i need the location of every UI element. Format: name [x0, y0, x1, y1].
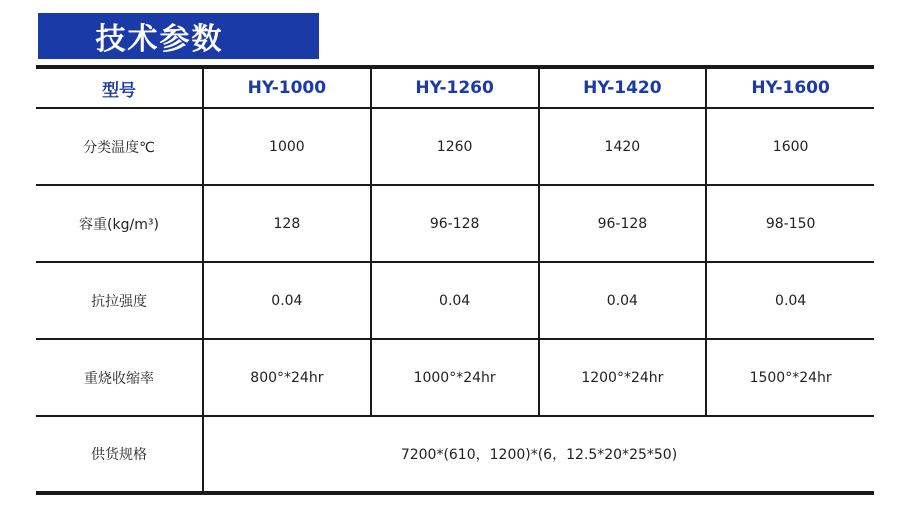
- header-hy-1260: HY-1260: [371, 67, 539, 108]
- table-cell: 0.04: [706, 262, 874, 339]
- table-row-classification-temperature: [36, 108, 874, 185]
- table-cell: 1420: [539, 108, 707, 185]
- table-cell: 0.04: [203, 262, 371, 339]
- table-cell: 1200°*24hr: [539, 339, 707, 416]
- table-cell: 1000°*24hr: [371, 339, 539, 416]
- table-row-supply-spec: [36, 416, 874, 493]
- table-row-shrinkage: [36, 339, 874, 416]
- table-row-tensile-strength: [36, 262, 874, 339]
- header-model-label: 型号: [36, 67, 203, 108]
- table-cell: 96-128: [539, 185, 707, 262]
- table-cell: 0.04: [371, 262, 539, 339]
- table-cell: 800°*24hr: [203, 339, 371, 416]
- table-cell: 1260: [371, 108, 539, 185]
- row-label: 容重(kg/m³): [36, 185, 203, 262]
- table-cell: 0.04: [539, 262, 707, 339]
- table-cell: 1500°*24hr: [706, 339, 874, 416]
- table-cell: 98-150: [706, 185, 874, 262]
- row-label: 供货规格: [36, 416, 203, 493]
- table-cell: 1000: [203, 108, 371, 185]
- row-label: 抗拉强度: [36, 262, 203, 339]
- row-label: 分类温度℃: [36, 108, 203, 185]
- section-title: 技术参数: [95, 22, 224, 57]
- header-hy-1420: HY-1420: [539, 67, 707, 108]
- table-header-row: [36, 67, 874, 108]
- spec-table: [36, 65, 874, 495]
- table-cell: 128: [203, 185, 371, 262]
- table-row-density: [36, 185, 874, 262]
- table-cell: 1600: [706, 108, 874, 185]
- table-cell-supply-value: 7200*(610，1200)*(6，12.5*20*25*50): [203, 416, 874, 493]
- header-hy-1000: HY-1000: [203, 67, 371, 108]
- table-cell: 96-128: [371, 185, 539, 262]
- section-banner: [38, 13, 319, 59]
- header-hy-1600: HY-1600: [706, 67, 874, 108]
- row-label: 重烧收缩率: [36, 339, 203, 416]
